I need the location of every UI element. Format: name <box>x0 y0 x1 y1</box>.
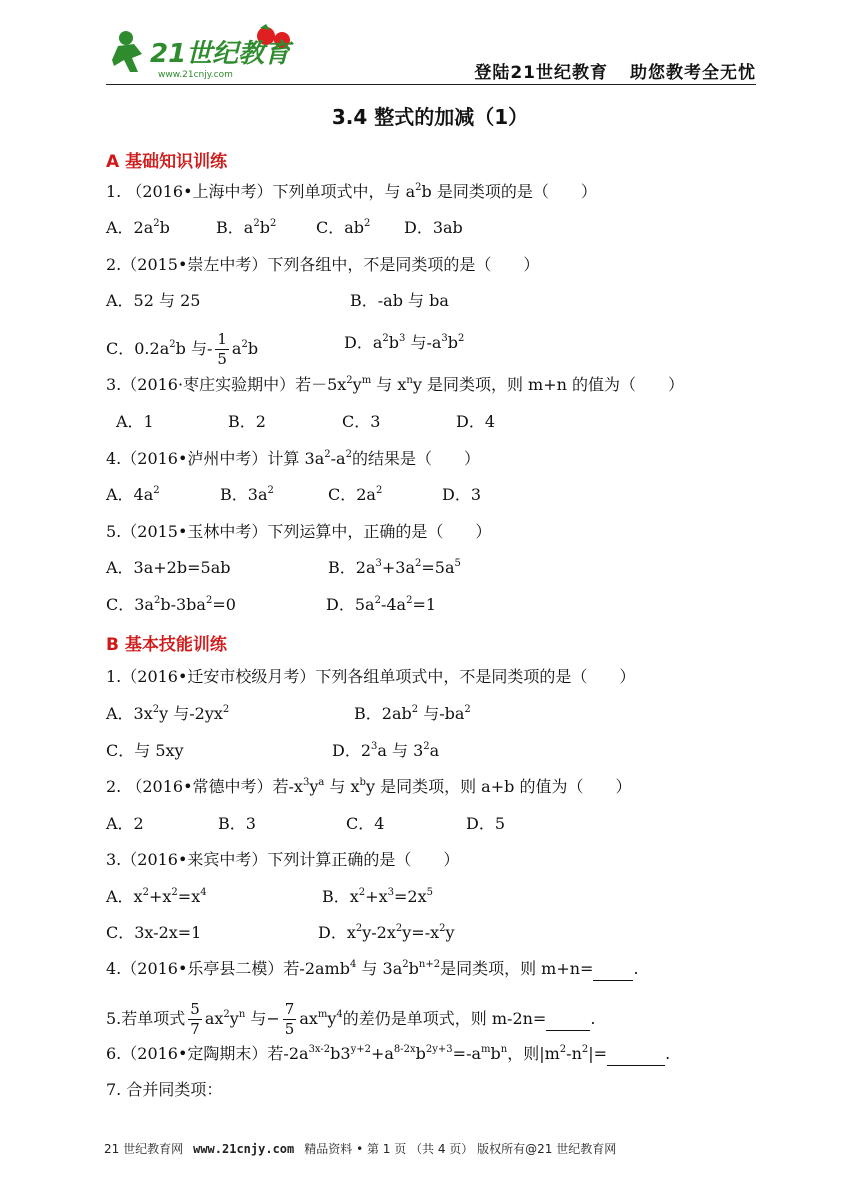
footer-right: 精品资料 • 第 1 页 （共 4 页） 版权所有@21 世纪教育网 <box>304 1142 617 1156</box>
option-a: A．$3x^2y$ 与$-2yx^2$ <box>106 704 230 723</box>
option-d: D．$x^2y-2x^2y=-x^2y$ <box>318 923 455 942</box>
logo-url: www.21cnjy.com <box>158 70 233 80</box>
option-c: C．与 5xy <box>106 741 184 760</box>
fraction: $\frac{5}{7}$ <box>190 1000 200 1038</box>
option-a: A．$x^2+x^2=x^4$ <box>106 887 207 906</box>
footer-left: 21 世纪教育网 <box>104 1142 184 1156</box>
option-c: C．$0.2a^2b$ 与- $\frac{1}{5}$ $a^2b$ <box>106 330 259 368</box>
fraction: $\frac{1}{5}$ <box>217 330 227 368</box>
option-c: C．4 <box>346 814 385 833</box>
option-d: D．$5a^2-4a^2=1$ <box>326 595 437 614</box>
option-c: C．$2a^2$ <box>328 485 383 504</box>
slogan-left: 登陆21世纪教育 <box>474 63 608 83</box>
option-b: B．3 <box>218 814 256 833</box>
21cnjy-logo <box>106 22 306 82</box>
page-footer <box>104 1140 616 1157</box>
b-q7-stem: 7. 合并同类项： <box>106 1080 223 1099</box>
a-q5-stem: 5.（2015•玉林中考）下列运算中，正确的是（ ） <box>106 522 492 541</box>
option-d: D．$a^2b^3$ 与$-a^3b^2$ <box>344 333 465 352</box>
option-d: D．4 <box>456 412 496 431</box>
option-c: C．3 <box>342 412 381 431</box>
fraction: $\frac{7}{5}$ <box>284 1000 295 1038</box>
option-d: D．3 <box>442 485 482 504</box>
answer-blank[interactable] <box>546 1008 590 1031</box>
b-q6-stem: 6.（2016•定陶期末）若$-2a^{3x-2}b3^{y+2}+a^{8-2x}b^{2y+3}=-a^mb^n$，则$|m^2-n^2|=$ . <box>106 1043 670 1066</box>
option-a: A．3a+2b=5ab <box>106 558 231 577</box>
option-b: B．-ab 与 ba <box>350 291 449 310</box>
header-divider <box>106 84 756 85</box>
option-b: B．2 <box>228 412 266 431</box>
option-a: A．1 <box>116 412 154 431</box>
a-q1-stem: 1. （2016•上海中考）下列单项式中，与 $a^2b$ 是同类项的是（ ） <box>106 182 597 201</box>
page-header <box>106 22 756 84</box>
option-d: D．$2^3a$ 与 $3^2a$ <box>332 741 440 760</box>
b-q4-stem: 4.（2016•乐亭县二模）若-2amb$^4$ 与 $3a^2b^{n+2}$是同类项，则 m+n= . <box>106 958 639 981</box>
b-q2-stem: 2. （2016•常德中考）若$-x^3y^a$ 与 $x^by$ 是同类项，则 a+b 的值为（ ） <box>106 777 632 796</box>
b-q3-stem: 3.（2016•来宾中考）下列计算正确的是（ ） <box>106 850 460 869</box>
page-title: 3.4 整式的加减（1） <box>331 105 529 129</box>
option-b: B．$2a^3+3a^2=5a^5$ <box>328 558 461 577</box>
logo-text: 21世纪教育 <box>150 39 291 69</box>
b-q5-stem: 5.若单项式 $\frac{5}{7}$ $ax^2y^n$ 与− $\frac{7}{5}$ $ax^my^4$的差仍是单项式，则 m-2n= . <box>106 1000 596 1038</box>
answer-blank[interactable] <box>593 958 633 981</box>
a-q3-stem: 3.（2016·枣庄实验期中）若$-5x^2y^m$ 与 $x^ny$ 是同类项，则 m+n 的值为（ ） <box>106 375 685 394</box>
option-d: D．5 <box>466 814 506 833</box>
option-b: B．$2ab^2$ 与$-ba^2$ <box>354 704 471 723</box>
slogan-right: 助您教考全无忧 <box>630 63 756 83</box>
a-q2-stem: 2.（2015•崇左中考）下列各组中，不是同类项的是（ ） <box>106 255 540 274</box>
option-b: B．$x^2+x^3=2x^5$ <box>322 887 433 906</box>
b-q1-stem: 1.（2016•迁安市校级月考）下列各组单项式中，不是同类项的是（ ） <box>106 667 636 686</box>
option-d: D．3ab <box>404 218 463 237</box>
section-a-heading: A 基础知识训练 <box>106 152 228 172</box>
option-c: C．3x-2x=1 <box>106 923 202 942</box>
a-q4-stem: 4.（2016•泸州中考）计算 $3a^2-a^2$的结果是（ ） <box>106 449 480 468</box>
option-b: B．$a^2b^2$ <box>216 218 277 237</box>
answer-blank[interactable] <box>607 1043 665 1066</box>
header-slogan <box>474 58 756 83</box>
option-c: C．$ab^2$ <box>316 218 371 237</box>
option-a: A．2 <box>106 814 144 833</box>
section-b-heading: B 基本技能训练 <box>106 635 227 655</box>
footer-site-link[interactable]: www.21cnjy.com <box>193 1142 295 1156</box>
option-c: C．$3a^2b-3ba^2=0$ <box>106 595 236 614</box>
option-a: A．52 与 25 <box>106 291 201 310</box>
option-b: B．$3a^2$ <box>220 485 274 504</box>
option-a: A．$2a^2b$ <box>106 218 170 237</box>
option-a: A．$4a^2$ <box>106 485 160 504</box>
